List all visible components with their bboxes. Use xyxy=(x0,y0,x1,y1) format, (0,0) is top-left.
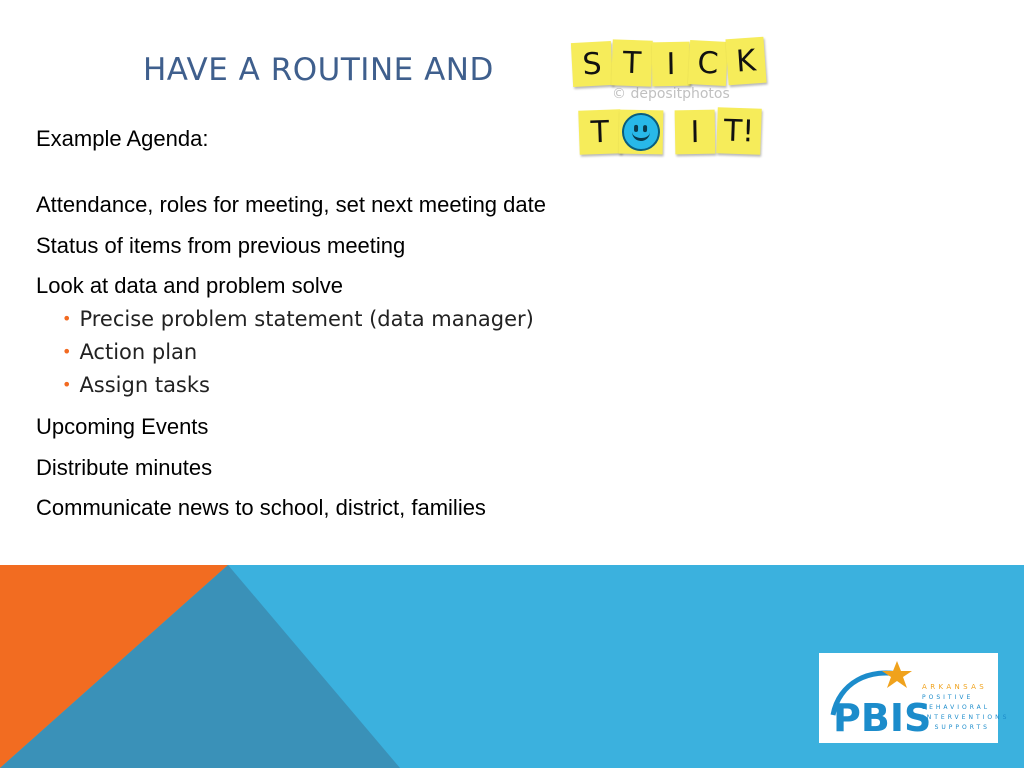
agenda-item: Look at data and problem solve xyxy=(36,273,343,298)
agenda-sub-item-label: Action plan xyxy=(79,340,198,364)
sticky-note: T xyxy=(611,39,653,86)
agenda-sub-item xyxy=(62,307,534,331)
logo-line: INTERVENTIONS xyxy=(922,714,1010,721)
agenda-item: Attendance, roles for meeting, set next meeting date xyxy=(36,192,546,217)
slide-title: HAVE A ROUTINE AND xyxy=(143,52,494,88)
sticky-note: C xyxy=(688,40,728,86)
smiley-icon xyxy=(622,113,661,152)
pbis-mark-icon xyxy=(819,653,932,743)
sticky-note xyxy=(619,110,664,155)
agenda-sub-item-label: Precise problem statement (data manager) xyxy=(79,307,534,331)
bullet-icon: • xyxy=(62,309,72,328)
agenda-item: Communicate news to school, district, families xyxy=(36,495,486,520)
agenda-sub-item xyxy=(62,373,210,397)
logo-line: ARKANSAS xyxy=(922,683,988,691)
pbis-mark-text: PBIS xyxy=(833,696,932,740)
bullet-icon: • xyxy=(62,375,72,394)
pbis-logo xyxy=(819,653,1010,743)
sticky-note: I xyxy=(652,42,691,87)
stick-to-it-image xyxy=(565,34,770,164)
logo-line: POSITIVE xyxy=(922,694,974,701)
agenda-item: Status of items from previous meeting xyxy=(36,233,406,258)
agenda-item: Distribute minutes xyxy=(36,455,213,480)
bullet-icon: • xyxy=(62,342,72,361)
sticky-note: K xyxy=(725,37,766,86)
sticky-note: T xyxy=(578,109,622,154)
logo-line: & SUPPORTS xyxy=(922,724,990,731)
agenda-item: Upcoming Events xyxy=(36,414,209,439)
sticky-note: S xyxy=(571,41,613,87)
agenda-heading: Example Agenda: xyxy=(36,126,209,151)
sticky-note: T! xyxy=(716,107,762,155)
sticky-note: I xyxy=(675,110,716,155)
agenda-sub-item xyxy=(62,340,197,364)
image-watermark: © depositphotos xyxy=(612,86,730,102)
agenda-sub-item-label: Assign tasks xyxy=(79,373,210,397)
logo-line: BEHAVIORAL xyxy=(922,704,991,711)
